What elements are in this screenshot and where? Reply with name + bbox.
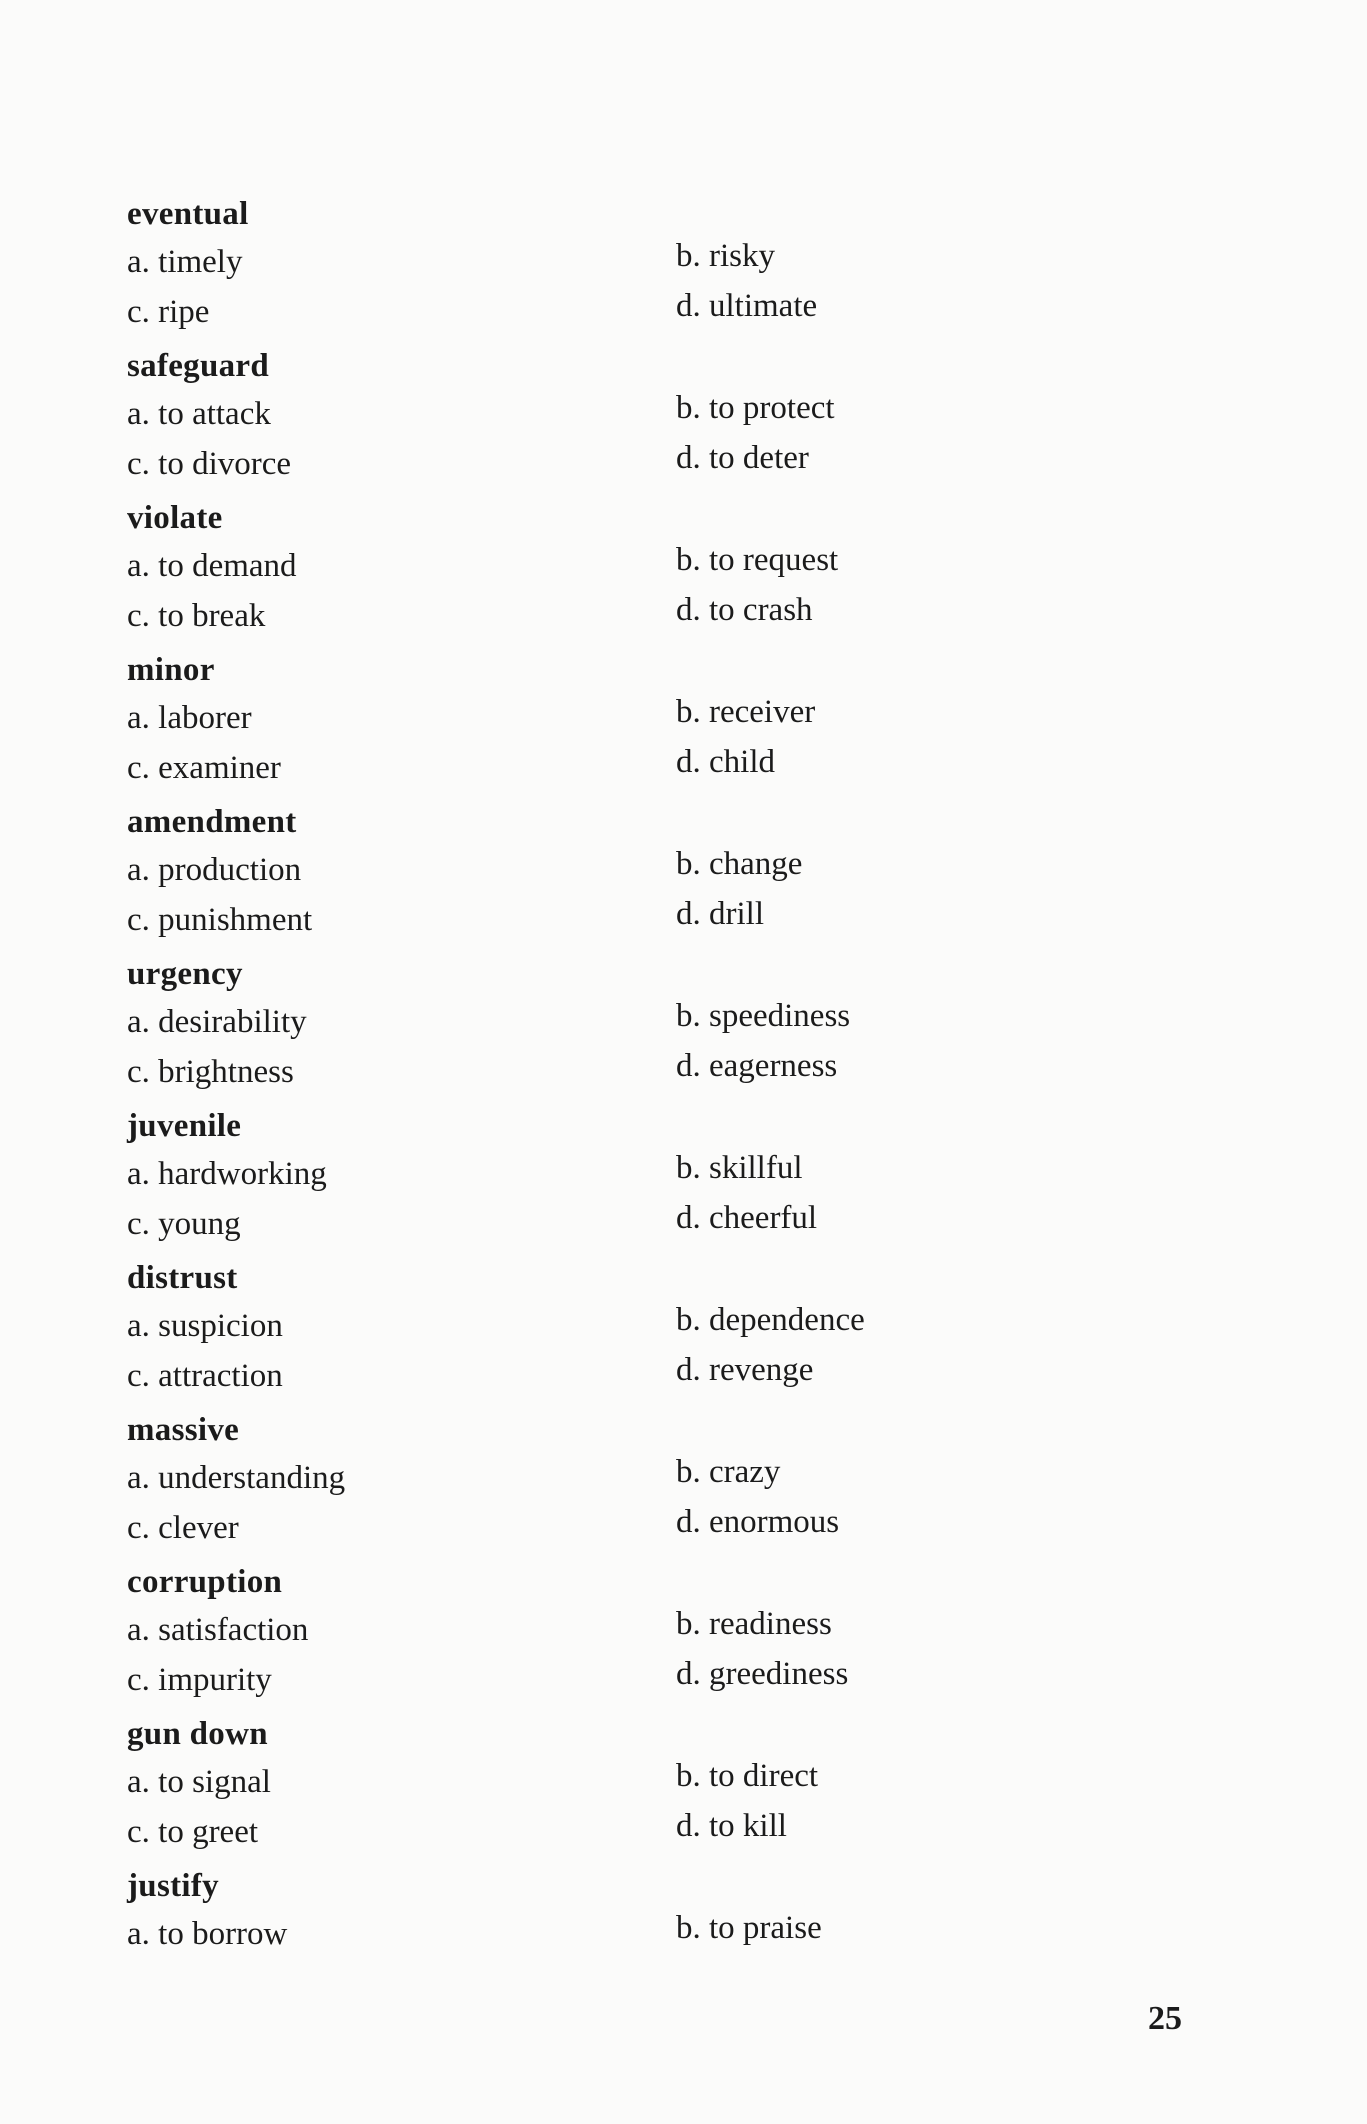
- option-a: a. understanding: [127, 1460, 346, 1496]
- option-a: a. desirability: [127, 1004, 307, 1040]
- option-a: a. suspicion: [127, 1308, 283, 1344]
- option-d: d. cheerful: [676, 1200, 818, 1236]
- vocab-word: safeguard: [127, 348, 270, 384]
- option-d: d. drill: [676, 896, 764, 932]
- option-b: b. to request: [676, 542, 839, 578]
- vocab-word: minor: [127, 652, 215, 688]
- option-c: c. attraction: [127, 1358, 283, 1394]
- option-b: b. to direct: [676, 1758, 819, 1794]
- option-c: c. punishment: [127, 902, 313, 938]
- vocab-word: amendment: [127, 804, 297, 840]
- option-d: d. ultimate: [676, 288, 818, 324]
- option-d: d. child: [676, 744, 775, 780]
- option-d: d. eagerness: [676, 1048, 838, 1084]
- vocab-word: urgency: [127, 956, 243, 992]
- option-b: b. change: [676, 846, 803, 882]
- page-number: 25: [1148, 2000, 1182, 2037]
- option-b: b. receiver: [676, 694, 816, 730]
- option-c: c. brightness: [127, 1054, 294, 1090]
- option-c: c. clever: [127, 1510, 239, 1546]
- option-c: c. young: [127, 1206, 241, 1242]
- option-d: d. to deter: [676, 440, 809, 476]
- vocab-word: corruption: [127, 1564, 283, 1600]
- option-c: c. ripe: [127, 294, 210, 330]
- option-d: d. enormous: [676, 1504, 840, 1540]
- option-a: a. laborer: [127, 700, 252, 736]
- option-a: a. to demand: [127, 548, 297, 584]
- option-c: c. impurity: [127, 1662, 272, 1698]
- option-a: a. to attack: [127, 396, 271, 432]
- option-b: b. crazy: [676, 1454, 781, 1490]
- vocab-word: massive: [127, 1412, 240, 1448]
- option-b: b. speediness: [676, 998, 851, 1034]
- option-d: d. to kill: [676, 1808, 787, 1844]
- option-c: c. examiner: [127, 750, 281, 786]
- option-a: a. timely: [127, 244, 243, 280]
- option-a: a. hardworking: [127, 1156, 327, 1192]
- option-b: b. readiness: [676, 1606, 832, 1642]
- option-c: c. to divorce: [127, 446, 292, 482]
- option-d: d. greediness: [676, 1656, 849, 1692]
- option-b: b. skillful: [676, 1150, 803, 1186]
- vocab-word: eventual: [127, 196, 249, 232]
- option-a: a. satisfaction: [127, 1612, 309, 1648]
- option-d: d. to crash: [676, 592, 813, 628]
- vocab-word: justify: [127, 1868, 219, 1904]
- vocab-word: distrust: [127, 1260, 238, 1296]
- option-b: b. to protect: [676, 390, 835, 426]
- option-c: c. to greet: [127, 1814, 259, 1850]
- option-a: a. to borrow: [127, 1916, 288, 1952]
- option-a: a. to signal: [127, 1764, 271, 1800]
- option-b: b. risky: [676, 238, 775, 274]
- option-b: b. to praise: [676, 1910, 822, 1946]
- option-c: c. to break: [127, 598, 266, 634]
- vocab-word: gun down: [127, 1716, 268, 1752]
- option-d: d. revenge: [676, 1352, 814, 1388]
- option-a: a. production: [127, 852, 302, 888]
- option-b: b. dependence: [676, 1302, 865, 1338]
- vocab-word: violate: [127, 500, 223, 536]
- vocab-word: juvenile: [127, 1108, 242, 1144]
